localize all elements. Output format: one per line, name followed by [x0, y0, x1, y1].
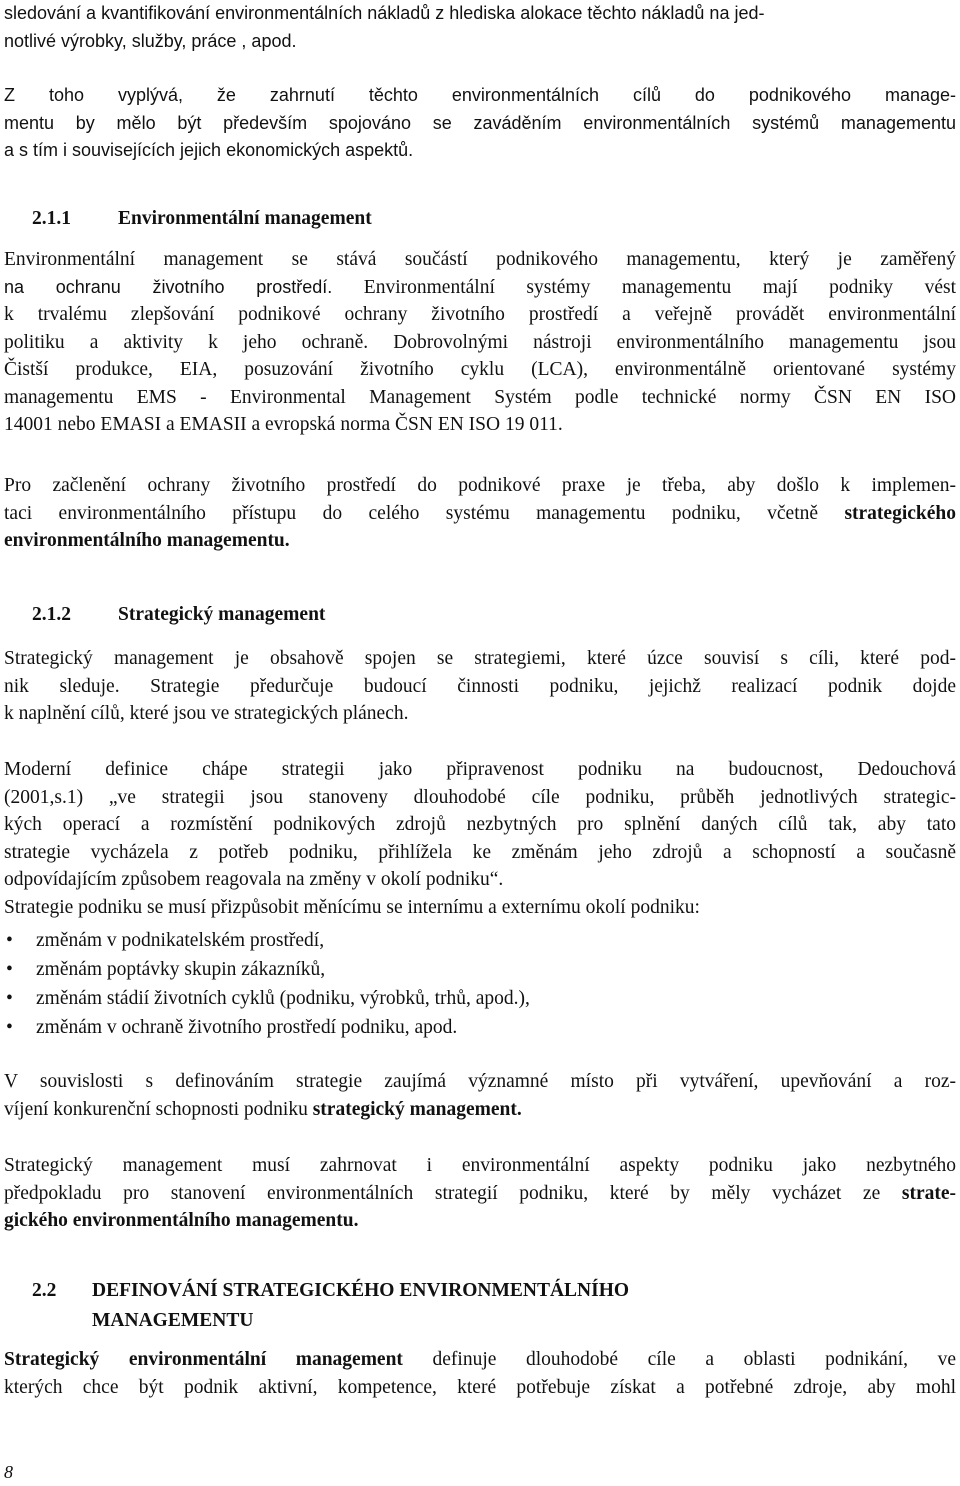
text-line: 14001 nebo EMASI a EMASII a evropská norma ČSN EN ISO 19 011.	[4, 414, 563, 435]
environmental-management-paragraph	[4, 246, 956, 439]
text-line: kých operací a rozmístění podnikových zdrojů nezbytných pro splnění daných cílů tak, aby tato	[4, 814, 956, 835]
text-line: V souvislosti s definováním strategie zaujímá významné místo při vytváření, upevňování a roz-	[4, 1071, 956, 1092]
text-segment: definuje dlouhodobé cíle a oblasti podnikání, ve	[402, 1349, 957, 1370]
text-segment: Environmentální systémy managementu mají podniky vést	[332, 276, 956, 298]
text-line: sledování a kvantifikování environmentálních nákladů z hlediska alokace těchto nákladů na jed-	[4, 3, 765, 23]
text-line	[4, 527, 956, 555]
text-line: managementu EMS - Environmental Management Systém podle technické normy ČSN EN ISO	[4, 386, 956, 408]
bullet-icon: •	[6, 988, 13, 1009]
bullet-icon: •	[6, 1017, 13, 1038]
text-line: odpovídajícím způsobem reagovala na změny v okolí podniku“.	[4, 869, 504, 890]
list-item	[4, 1013, 956, 1042]
section-title: Environmentální management	[118, 208, 372, 229]
text-segment: taci environmentálního přístupu do celého systému managementu podniku, včetně	[4, 502, 845, 524]
page-number: 8	[4, 1462, 13, 1482]
text-line	[4, 329, 956, 357]
list-item-text: změnám stádií životních cyklů (podniku, výrobků, trhů, apod.),	[36, 988, 530, 1009]
context-paragraph	[4, 1068, 956, 1123]
text-line: Strategie podniku se musí přizpůsobit měnícímu se internímu a externímu okolí podniku:	[4, 896, 700, 918]
section-title: Strategický management	[118, 604, 326, 625]
text-line	[4, 1180, 956, 1208]
intro-paragraph	[4, 0, 956, 55]
section-title-line: MANAGEMENTU	[92, 1310, 254, 1331]
list-item	[4, 926, 956, 955]
section-heading-2-2	[4, 1276, 629, 1336]
text-line: Strategický management je obsahově spojen se strategiemi, které úzce souvisí s cíli, které pod-	[4, 648, 956, 669]
text-line: Moderní definice chápe strategii jako připravenost podniku na budoucnost, Dedouchová	[4, 759, 956, 780]
section-number: 2.1.1	[32, 208, 71, 229]
text-line	[4, 500, 956, 528]
text-line: Z toho vyplývá, že zahrnutí těchto environmentálních cílů do podnikového manage-	[4, 85, 956, 105]
strategic-management-paragraph	[4, 645, 956, 728]
text-line	[4, 274, 956, 302]
text-line: Čistší produkce, EIA, posuzování životního cyklu (LCA), environmentálně orientované systémy	[4, 359, 956, 380]
conclusion-paragraph	[4, 82, 956, 165]
bold-term: strate-	[901, 1182, 956, 1204]
text-segment: víjení konkurenční schopnosti podniku	[4, 1098, 313, 1120]
text-line: notlivé výrobky, služby, práce , apod.	[4, 30, 297, 51]
text-line: Strategický management musí zahrnovat i environmentální aspekty podniku jako nezbytného	[4, 1155, 956, 1176]
bold-term: strategického	[844, 502, 956, 524]
bullet-list	[4, 926, 956, 1042]
text-segment: na ochranu životního prostředí.	[4, 276, 333, 297]
text-line: strategie vycházela z potřeb podniku, přihlížela ke změnám jeho zdrojů a schopností a současně	[4, 841, 956, 863]
list-item-text: změnám v podnikatelském prostředí,	[36, 930, 325, 951]
environmental-aspects-paragraph	[4, 1152, 956, 1235]
bold-term: environmentálního managementu.	[4, 530, 290, 551]
section-number: 2.1.2	[32, 604, 71, 625]
bullet-icon: •	[6, 930, 13, 951]
text-segment: Dobrovolnými nástroji environmentálního managementu jsou	[368, 331, 956, 353]
list-item	[4, 955, 956, 984]
text-line: k naplnění cílů, které jsou ve strategických plánech.	[4, 703, 409, 724]
text-line: k trvalému zlepšování podnikové ochrany životního prostředí a veřejně provádět environmentální	[4, 304, 956, 325]
text-line	[4, 1096, 956, 1124]
text-segment: politiku a aktivity k jeho ochraně.	[4, 331, 369, 353]
text-line	[4, 1207, 956, 1235]
list-item	[4, 984, 956, 1013]
section-heading-2-1-1	[4, 208, 372, 230]
bold-term: strategický management.	[312, 1098, 522, 1120]
section-number: 2.2	[32, 1280, 57, 1301]
bold-term: Strategický environmentální management	[4, 1349, 403, 1370]
text-line: nik sleduje. Strategie předurčuje budoucí činnosti podniku, jejichž realizací podnik dojde	[4, 675, 956, 697]
strategic-environmental-management-paragraph	[4, 1346, 956, 1401]
text-line: Environmentální management se stává součástí podnikového managementu, který je zaměřený	[4, 249, 956, 270]
text-line: mentu by mělo být především spojováno se zaváděním environmentálních systémů managementu	[4, 112, 956, 133]
modern-definition-paragraph	[4, 756, 956, 921]
section-heading-2-1-2	[4, 604, 325, 626]
text-line: kterých chce být podnik aktivní, kompetence, které potřebuje získat a potřebné zdroje, aby mohl	[4, 1376, 956, 1398]
text-line: Pro začlenění ochrany životního prostředí do podnikové praxe je třeba, aby došlo k implemen-	[4, 475, 956, 496]
text-line: a s tím i souvisejících jejich ekonomických aspektů.	[4, 140, 414, 160]
list-item-text: změnám poptávky skupin zákazníků,	[36, 959, 326, 980]
text-segment: předpokladu pro stanovení environmentálních strategií podniku, které by měly vycházet ze	[4, 1182, 902, 1204]
bullet-icon: •	[6, 959, 13, 980]
bold-term: gického environmentálního managementu.	[4, 1210, 359, 1231]
section-title-line: DEFINOVÁNÍ STRATEGICKÉHO ENVIRONMENTÁLNÍHO	[92, 1280, 630, 1301]
list-item-text: změnám v ochraně životního prostředí podniku, apod.	[36, 1017, 458, 1038]
text-line: (2001,s.1) „ve strategii jsou stanoveny dlouhodobé cíle podniku, průběh jednotlivých strategic-	[4, 786, 956, 808]
integration-paragraph	[4, 472, 956, 555]
text-line	[4, 1346, 956, 1374]
